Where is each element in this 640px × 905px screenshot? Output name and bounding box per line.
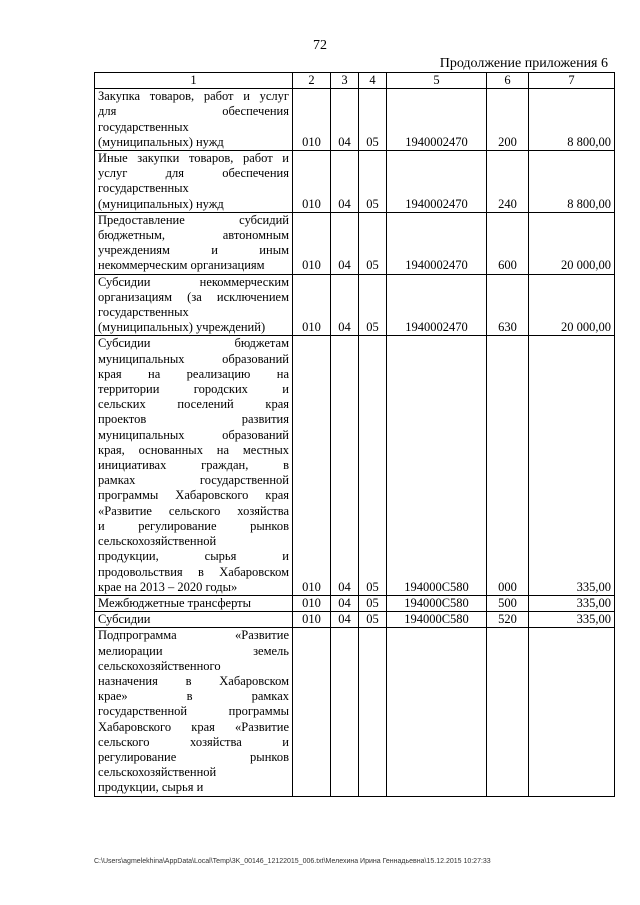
row-name-line: государственной программы bbox=[98, 704, 289, 719]
row-name-cell bbox=[95, 212, 293, 274]
row-name-line: регулирование рынков bbox=[98, 749, 289, 764]
section-code-cell: 010 bbox=[293, 336, 331, 595]
row-name-line: края на реализацию на bbox=[98, 366, 289, 381]
row-name-line: государственных bbox=[98, 181, 189, 196]
row-name-line: (муниципальных) нужд bbox=[98, 196, 224, 211]
row-name-line: Подпрограмма «Развитие bbox=[98, 628, 289, 643]
section-code-cell: 010 bbox=[293, 89, 331, 151]
row-name-line: сельскохозяйственной bbox=[98, 765, 217, 780]
section-code-cell: 010 bbox=[293, 151, 331, 213]
row-name-line: назначения в Хабаровском bbox=[98, 673, 289, 688]
row-name-line: программы Хабаровского края bbox=[98, 488, 289, 503]
table-row bbox=[95, 212, 615, 274]
row-name-line: государственных bbox=[98, 119, 189, 134]
subsection-code-cell: 04 bbox=[331, 595, 359, 611]
article-code-cell: 05 bbox=[359, 612, 387, 628]
row-name-line: сельского хозяйства и bbox=[98, 734, 289, 749]
row-name-line: Закупка товаров, работ и услуг bbox=[98, 89, 289, 104]
row-name-line: Хабаровского края «Развитие bbox=[98, 719, 289, 734]
target-article-cell: 194000С580 bbox=[387, 336, 487, 595]
page-number: 72 bbox=[313, 38, 327, 53]
row-name-line: Субсидии bbox=[98, 612, 151, 627]
row-name-line: продукции, сырья и bbox=[98, 780, 204, 795]
row-name-line: крае на 2013 – 2020 годы» bbox=[98, 579, 238, 594]
row-name-line: «Развитие сельского хозяйства bbox=[98, 503, 289, 518]
target-article-cell: 1940002470 bbox=[387, 212, 487, 274]
row-name-line: для обеспечения bbox=[98, 104, 289, 119]
section-code-cell: 010 bbox=[293, 612, 331, 628]
target-article-cell: 194000С580 bbox=[387, 612, 487, 628]
section-code-cell: 010 bbox=[293, 212, 331, 274]
table-row bbox=[95, 628, 615, 796]
header-cell: 3 bbox=[331, 73, 359, 89]
row-name-line: услуг для обеспечения bbox=[98, 166, 289, 181]
budget-table bbox=[94, 72, 615, 797]
header-cell: 6 bbox=[487, 73, 529, 89]
row-name-line: и регулирование рынков bbox=[98, 518, 289, 533]
row-name-line: Предоставление субсидий bbox=[98, 212, 289, 227]
row-name-line: территории городских и bbox=[98, 382, 289, 397]
row-name-line: Иные закупки товаров, работ и bbox=[98, 151, 289, 166]
row-name-cell bbox=[95, 89, 293, 151]
row-name-cell bbox=[95, 628, 293, 796]
appendix-continuation-label: Продолжение приложения 6 bbox=[439, 56, 608, 71]
row-name-line: сельских поселений края bbox=[98, 397, 289, 412]
row-name-line: Субсидии бюджетам bbox=[98, 336, 289, 351]
amount-cell: 335,00 bbox=[529, 612, 615, 628]
row-name-line: крае» в рамках bbox=[98, 689, 289, 704]
expense-type-cell: 630 bbox=[487, 274, 529, 336]
row-name-line: (муниципальных) учреждений) bbox=[98, 320, 266, 335]
subsection-code-cell bbox=[331, 628, 359, 796]
amount-cell: 335,00 bbox=[529, 336, 615, 595]
subsection-code-cell: 04 bbox=[331, 151, 359, 213]
article-code-cell: 05 bbox=[359, 212, 387, 274]
article-code-cell bbox=[359, 628, 387, 796]
header-cell: 1 bbox=[95, 73, 293, 89]
row-name-line: сельскохозяйственной bbox=[98, 534, 217, 549]
article-code-cell: 05 bbox=[359, 595, 387, 611]
row-name-line: сельскохозяйственного bbox=[98, 658, 221, 673]
subsection-code-cell: 04 bbox=[331, 89, 359, 151]
row-name-cell bbox=[95, 274, 293, 336]
row-name-line: мелиорации земель bbox=[98, 643, 289, 658]
amount-cell: 8 800,00 bbox=[529, 89, 615, 151]
table-row bbox=[95, 89, 615, 151]
row-name-line: проектов развития bbox=[98, 412, 289, 427]
expense-type-cell bbox=[487, 628, 529, 796]
target-article-cell: 1940002470 bbox=[387, 89, 487, 151]
target-article-cell: 1940002470 bbox=[387, 151, 487, 213]
amount-cell: 20 000,00 bbox=[529, 212, 615, 274]
row-name-line: некоммерческим организациям bbox=[98, 258, 265, 273]
expense-type-cell: 500 bbox=[487, 595, 529, 611]
row-name-cell bbox=[95, 612, 293, 628]
row-name-line: инициативах граждан, в bbox=[98, 458, 289, 473]
file-path-footer: C:\Users\agmelekhina\AppData\Local\Temp\3K_00146_12122015_006.txt\Мелехина Ирина Геннадьевна\15.12.2015 10:27:33 bbox=[94, 858, 491, 865]
row-name-line: продовольствия в Хабаровском bbox=[98, 564, 289, 579]
row-name-line: (муниципальных) нужд bbox=[98, 134, 224, 149]
subsection-code-cell: 04 bbox=[331, 212, 359, 274]
table-row bbox=[95, 595, 615, 611]
table-row bbox=[95, 336, 615, 595]
target-article-cell: 194000С580 bbox=[387, 595, 487, 611]
section-code-cell bbox=[293, 628, 331, 796]
article-code-cell: 05 bbox=[359, 336, 387, 595]
section-code-cell: 010 bbox=[293, 274, 331, 336]
row-name-line: Межбюджетные трансферты bbox=[98, 595, 252, 610]
expense-type-cell: 600 bbox=[487, 212, 529, 274]
row-name-cell bbox=[95, 336, 293, 595]
row-name-line: учреждениям и иным bbox=[98, 243, 289, 258]
article-code-cell: 05 bbox=[359, 89, 387, 151]
article-code-cell: 05 bbox=[359, 151, 387, 213]
header-cell: 7 bbox=[529, 73, 615, 89]
target-article-cell bbox=[387, 628, 487, 796]
row-name-line: края, основанных на местных bbox=[98, 442, 289, 457]
subsection-code-cell: 04 bbox=[331, 336, 359, 595]
row-name-line: рамках государственной bbox=[98, 473, 289, 488]
row-name-line: Субсидии некоммерческим bbox=[98, 274, 289, 289]
row-name-line: организациям (за исключением bbox=[98, 289, 289, 304]
row-name-line: продукции, сырья и bbox=[98, 549, 289, 564]
target-article-cell: 1940002470 bbox=[387, 274, 487, 336]
row-name-cell bbox=[95, 151, 293, 213]
row-name-line: муниципальных образований bbox=[98, 427, 289, 442]
article-code-cell: 05 bbox=[359, 274, 387, 336]
table-row bbox=[95, 612, 615, 628]
header-cell: 4 bbox=[359, 73, 387, 89]
row-name-line: муниципальных образований bbox=[98, 351, 289, 366]
expense-type-cell: 240 bbox=[487, 151, 529, 213]
header-cell: 5 bbox=[387, 73, 487, 89]
amount-cell: 8 800,00 bbox=[529, 151, 615, 213]
amount-cell: 20 000,00 bbox=[529, 274, 615, 336]
section-code-cell: 010 bbox=[293, 595, 331, 611]
amount-cell bbox=[529, 628, 615, 796]
row-name-line: бюджетным, автономным bbox=[98, 228, 289, 243]
subsection-code-cell: 04 bbox=[331, 612, 359, 628]
table-row bbox=[95, 151, 615, 213]
table-header-row bbox=[95, 73, 615, 89]
expense-type-cell: 200 bbox=[487, 89, 529, 151]
expense-type-cell: 520 bbox=[487, 612, 529, 628]
table-row bbox=[95, 274, 615, 336]
amount-cell: 335,00 bbox=[529, 595, 615, 611]
row-name-line: государственных bbox=[98, 305, 189, 320]
row-name-cell bbox=[95, 595, 293, 611]
subsection-code-cell: 04 bbox=[331, 274, 359, 336]
header-cell: 2 bbox=[293, 73, 331, 89]
expense-type-cell: 000 bbox=[487, 336, 529, 595]
